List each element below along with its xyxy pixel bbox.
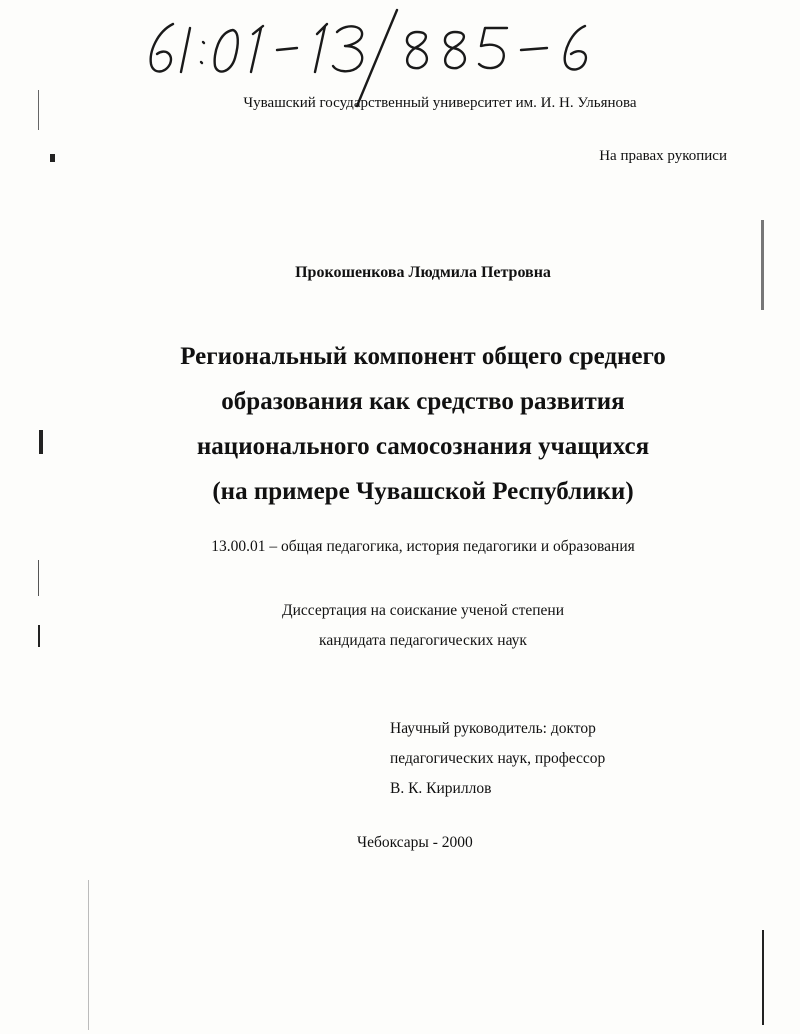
supervisor-block (390, 714, 605, 804)
scan-artefact (38, 560, 39, 596)
supervisor-line: педагогических наук, профессор (390, 750, 606, 767)
scan-artefact (38, 625, 40, 647)
supervisor-line: Научный руководитель: доктор (390, 720, 596, 737)
university-name: Чувашский государственный университет им. И. Н. Ульянова (243, 95, 637, 111)
title-line: образования как средство развития (221, 388, 625, 415)
title-line: Региональный компонент общего среднего (180, 343, 666, 370)
scan-artefact (761, 220, 764, 310)
degree-line: кандидата педагогических наук (319, 632, 527, 649)
scan-artefact (762, 930, 764, 1025)
scan-artefact (50, 154, 55, 162)
scan-artefact (39, 430, 43, 454)
degree-line: Диссертация на соискание ученой степени (282, 602, 564, 619)
degree-statement (0, 596, 800, 656)
scan-artefact (38, 90, 39, 130)
specialty-code: 13.00.01 – общая педагогика, история педагогики и образования (211, 538, 635, 555)
title-line: национального самосознания учащихся (196, 433, 650, 460)
author-name: Прокошенкова Людмила Петровна (295, 264, 551, 281)
scan-artefact (88, 880, 89, 1030)
dissertation-title (0, 334, 800, 514)
manuscript-note: На правах рукописи (599, 148, 727, 164)
supervisor-name: В. К. Кириллов (390, 780, 492, 797)
city-year: Чебоксары - 2000 (357, 834, 473, 851)
title-line: (на примере Чувашской Республики) (212, 478, 634, 505)
